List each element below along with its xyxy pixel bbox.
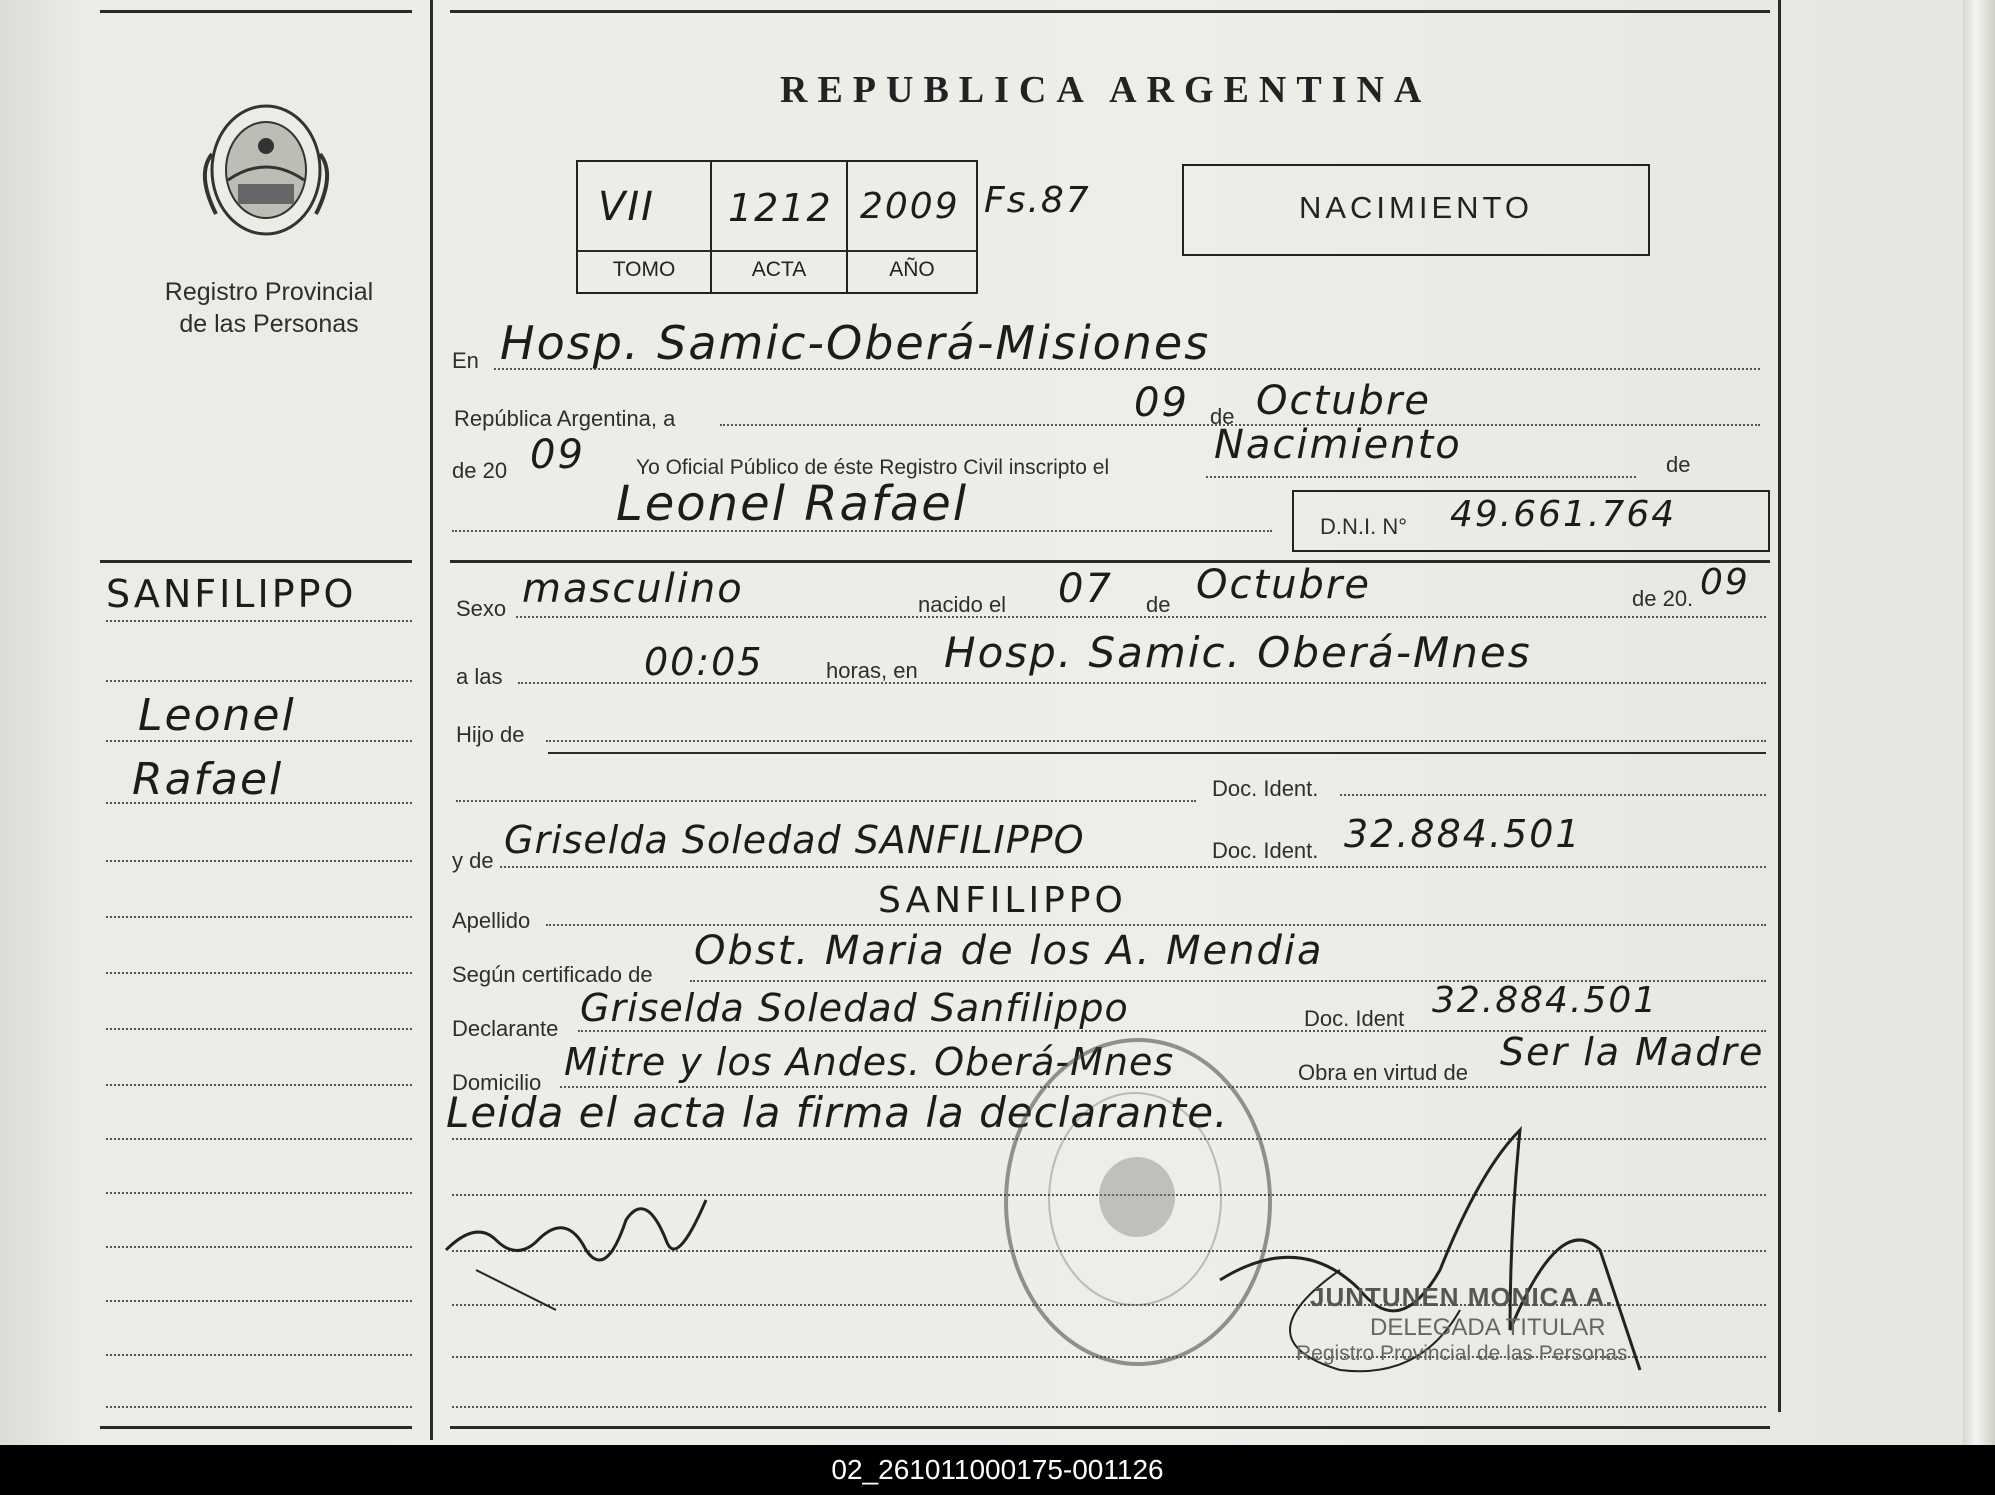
sidebar-line-12 <box>106 1246 412 1248</box>
alas-label: a las <box>456 664 503 689</box>
sidebar-line-14 <box>106 1354 412 1356</box>
docid-label-2: Doc. Ident. <box>1212 838 1319 863</box>
declarante-doc: 32.884.501 <box>1432 980 1659 1021</box>
sexo-value: masculino <box>522 566 744 612</box>
dni-box <box>1292 490 1770 552</box>
en-label: En <box>452 348 479 373</box>
certificado-value: Obst. Maria de los A. Mendia <box>694 928 1324 974</box>
sexo-line <box>516 616 1766 618</box>
acta-label: ACTA <box>751 258 807 281</box>
page-edge <box>1963 0 1995 1445</box>
image-code-bar: 02_261011000175-001126 <box>0 1445 1995 1495</box>
main-mid-rule <box>450 560 1770 563</box>
folio-value: Fs.87 <box>984 180 1091 221</box>
de200-label: de 20. <box>1632 586 1694 611</box>
column-divider <box>430 0 433 1440</box>
registry-name-line1: Registro Provincial <box>164 278 374 306</box>
declarant-signature-icon <box>436 1180 716 1320</box>
father-line <box>456 800 1196 802</box>
sidebar-mid-rule <box>100 560 412 563</box>
blank-line-5 <box>452 1406 1766 1408</box>
tomo-label: TOMO <box>612 258 676 281</box>
domicilio-value: Mitre y los Andes. Oberá-Mnes <box>564 1040 1175 1084</box>
republica-label: República Argentina, a <box>454 406 676 431</box>
de-label-3: de <box>1146 592 1171 617</box>
oficial-label: Yo Oficial Público de éste Registro Civil inscripto el <box>636 456 1110 479</box>
sidebar-bottom-rule <box>100 1426 412 1429</box>
province-seal-icon <box>186 84 346 254</box>
sidebar-line-4 <box>106 802 412 804</box>
apellido-line <box>546 924 1766 926</box>
domicilio-label: Domicilio <box>452 1070 542 1095</box>
main-top-rule <box>450 10 1770 13</box>
en-value: Hosp. Samic-Oberá-Misiones <box>500 316 1211 370</box>
hijo-rule <box>548 752 1766 754</box>
hijo-line <box>546 740 1766 742</box>
country-title: REPUBLICA ARGENTINA <box>780 69 1432 111</box>
apellido-value: SANFILIPPO <box>878 880 1127 921</box>
acta-value: 1212 <box>728 186 833 230</box>
record-number-box <box>576 160 978 294</box>
sidebar-line-6 <box>106 916 412 918</box>
horas-label: horas, en <box>826 658 918 683</box>
sidebar-line-3 <box>106 740 412 742</box>
docid-label-1: Doc. Ident. <box>1212 776 1319 801</box>
month-value: Octubre <box>1256 378 1431 424</box>
tomo-value: VII <box>598 184 655 230</box>
yde-label: y de <box>452 848 494 873</box>
registry-name-line2: de las Personas <box>179 310 359 338</box>
lugar-value: Hosp. Samic. Oberá-Mnes <box>944 628 1532 677</box>
leida-text: Leida el acta la firma la declarante. <box>446 1088 1229 1137</box>
docid-label-3: Doc. Ident <box>1304 1006 1405 1031</box>
official-role: DELEGADA TITULAR <box>1370 1314 1606 1341</box>
segun-label: Según certificado de <box>452 962 653 987</box>
sidebar-line-15 <box>106 1406 412 1408</box>
sexo-label: Sexo <box>456 596 507 621</box>
birth-day: 07 <box>1058 566 1113 612</box>
official-name: JUNTUNEN MONICA A. <box>1310 1282 1614 1312</box>
stamp-emblem-icon <box>1092 1152 1182 1242</box>
act-type: NACIMIENTO <box>1298 190 1534 225</box>
anio-value: 2009 <box>860 186 960 227</box>
sidebar-line-1 <box>106 620 412 622</box>
birth-year: 09 <box>1700 562 1750 603</box>
sidebar-line-5 <box>106 860 412 862</box>
mother-doc: 32.884.501 <box>1344 812 1582 856</box>
obra-value: Ser la Madre <box>1500 1030 1765 1074</box>
father-doc-line <box>1340 794 1766 796</box>
mother-name: Griselda Soledad SANFILIPPO <box>504 818 1085 862</box>
nacido-label: nacido el <box>918 592 1007 617</box>
sidebar-name2: Rafael <box>132 754 284 805</box>
sidebar-line-7 <box>106 972 412 974</box>
child-name: Leonel Rafael <box>616 476 969 532</box>
sidebar-line-10 <box>106 1138 412 1140</box>
dni-label: D.N.I. N° <box>1320 514 1408 539</box>
main-bottom-rule <box>450 1426 1770 1429</box>
obra-label: Obra en virtud de <box>1298 1060 1468 1085</box>
sidebar-top-rule <box>100 10 412 13</box>
declarante-value: Griselda Soledad Sanfilippo <box>580 986 1129 1030</box>
de20-label: de 20 <box>452 458 508 483</box>
de-label-1: de <box>1210 404 1235 429</box>
sidebar-line-11 <box>106 1192 412 1194</box>
sidebar-surname: SANFILIPPO <box>106 572 357 616</box>
de-label-2: de <box>1666 452 1691 477</box>
day-value: 09 <box>1134 380 1189 426</box>
apellido-label: Apellido <box>452 908 531 933</box>
inscripto-line <box>1206 476 1636 478</box>
sidebar-line-2 <box>106 680 412 682</box>
declarante-label: Declarante <box>452 1016 559 1041</box>
dni-value: 49.661.764 <box>1450 494 1677 535</box>
official-org: Registro Provincial de las Personas <box>1296 1342 1628 1365</box>
birth-month: Octubre <box>1196 562 1371 608</box>
inscripto-value: Nacimiento <box>1214 422 1462 468</box>
right-border <box>1778 0 1781 1412</box>
mother-line <box>500 866 1766 868</box>
sidebar-line-13 <box>106 1300 412 1302</box>
sidebar-line-9 <box>106 1084 412 1086</box>
act-type-box <box>1182 164 1650 256</box>
sidebar-name1: Leonel <box>138 690 296 741</box>
anio-label: AÑO <box>889 258 935 281</box>
year-value: 09 <box>530 432 585 478</box>
hora-value: 00:05 <box>644 640 764 684</box>
hijo-label: Hijo de <box>456 722 525 747</box>
sidebar-line-8 <box>106 1028 412 1030</box>
